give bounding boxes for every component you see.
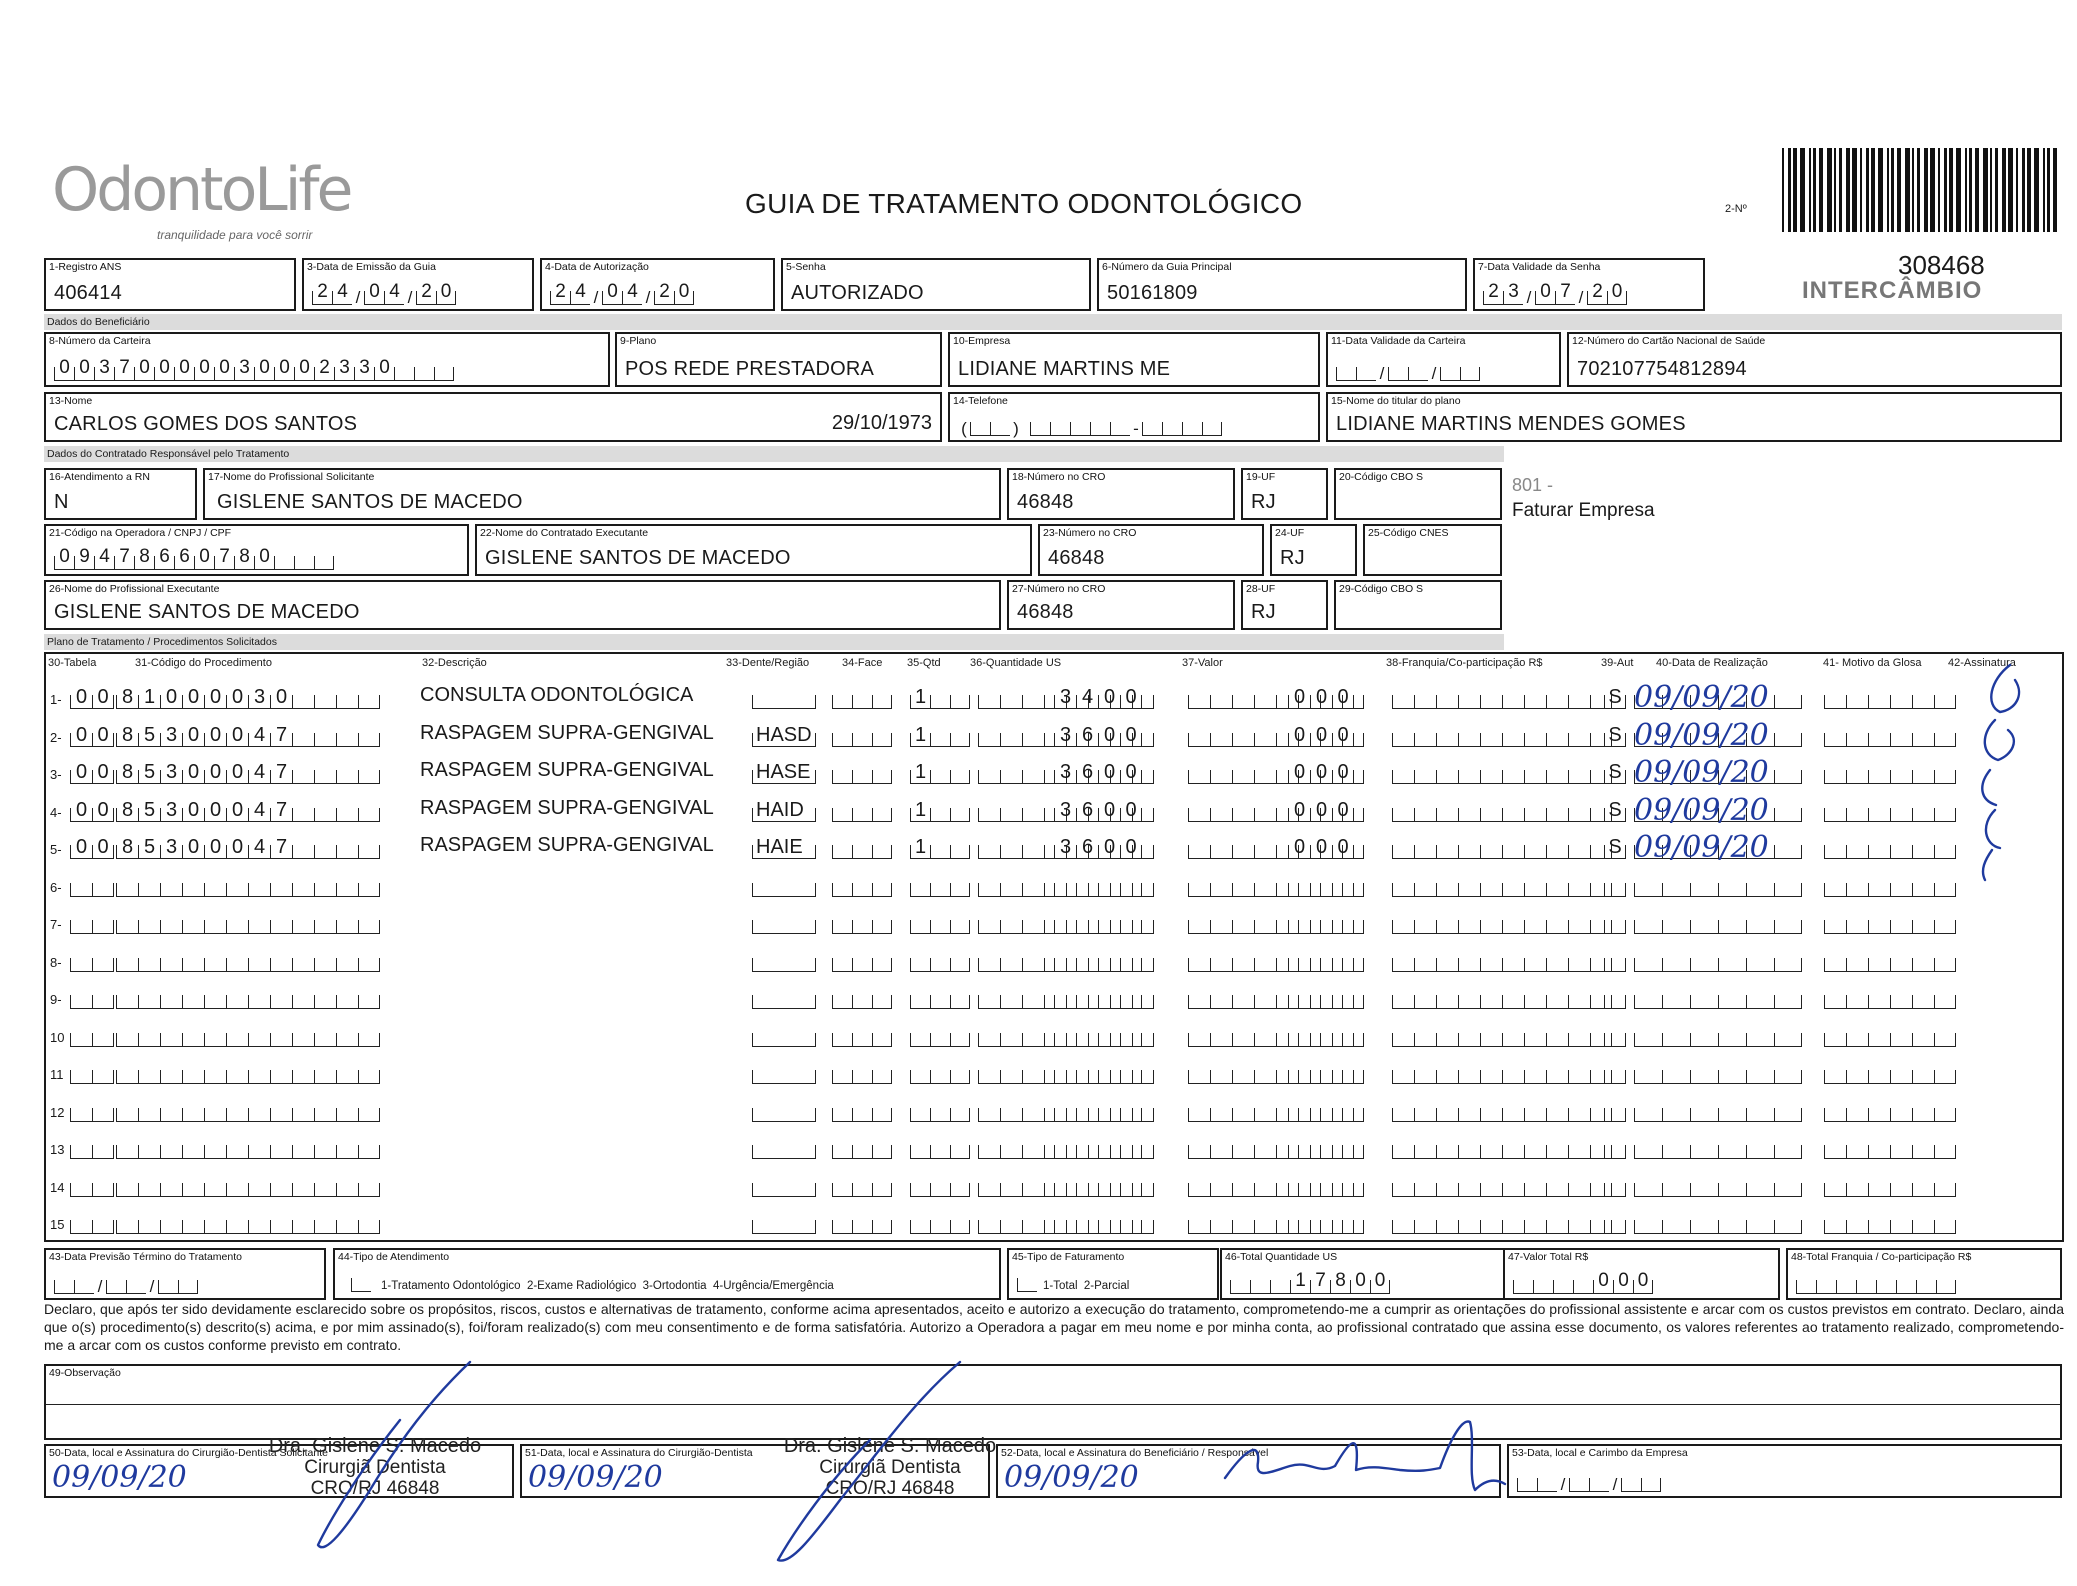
digit-cell: 7 [1310, 1280, 1330, 1294]
cell-codigo: 8 5 3 0 0 0 4 7 [116, 845, 380, 859]
side-note-code: 801 - [1512, 475, 1554, 495]
row-number: 15 [50, 1217, 65, 1232]
value-uf-executante: RJ [1251, 601, 1276, 623]
digit-cell: 0 [54, 556, 74, 570]
value-uf-contratado: RJ [1280, 547, 1305, 569]
cell-qtd: 1 [910, 733, 970, 747]
digit-cell: 7 [214, 556, 234, 570]
label-total-us: 46-Total Quantidade US [1225, 1251, 1338, 1263]
digit-cell: 8 [1330, 1280, 1350, 1294]
label-tipo-atendimento: 44-Tipo de Atendimento [338, 1251, 450, 1263]
digit-cell: 0 [194, 556, 214, 570]
value-plano: POS REDE PRESTADORA [625, 358, 875, 380]
phone-telefone: ( ) - [958, 414, 1222, 436]
guide-number: 308468 [1898, 250, 1985, 280]
row-number: 8- [50, 954, 62, 970]
cell-valor: 0 0 0 [1288, 808, 1354, 822]
value-uf-solicitante: RJ [1251, 491, 1276, 513]
digit-cell: 0 [1633, 1280, 1653, 1294]
value-cro-executante: 46848 [1017, 601, 1074, 623]
digit-cell: 3 [334, 367, 354, 381]
date-carimbo-empresa: / / [1517, 1470, 1661, 1492]
digit-cell: 3 [234, 367, 254, 381]
cell-descricao: RASPAGEM SUPRA-GENGIVAL [420, 834, 714, 856]
signature-cirurgiao [778, 1362, 960, 1561]
label-validade-senha: 7-Data Validade da Senha [1478, 261, 1601, 273]
label-numero-carteira: 8-Número da Carteira [49, 335, 151, 347]
date-data-emissao: 2 4 / 0 4 / 2 0 [312, 283, 456, 305]
digit-cell: 0 [54, 367, 74, 381]
label-previsao-termino: 43-Data Previsão Término do Tratamento [49, 1251, 242, 1263]
value-titular: LIDIANE MARTINS MENDES GOMES [1336, 413, 1686, 435]
label-cbo-solicitante: 20-Código CBO S [1339, 471, 1424, 483]
digit-cell: 0 [154, 367, 174, 381]
label-titular: 15-Nome do titular do plano [1331, 395, 1461, 407]
label-cbo-executante: 29-Código CBO S [1339, 583, 1424, 595]
value-senha: AUTORIZADO [791, 282, 924, 304]
digit-cell: 6 [174, 556, 194, 570]
signature-col-42 [1982, 665, 2019, 880]
handwritten-date: 09/09/20 [1634, 830, 1769, 865]
region-value: HASE [756, 761, 811, 783]
date-data-autorizacao: 2 4 / 0 4 / 2 0 [550, 283, 694, 305]
stamp-2-cro: CRO/RJ 46848 [825, 1478, 955, 1499]
cell-qtd: 1 [910, 770, 970, 784]
value-profissional-executante: GISLENE SANTOS DE MACEDO [54, 601, 360, 623]
label-validade-carteira: 11-Data Validade da Carteira [1331, 335, 1466, 347]
value-guia-principal: 50161809 [1107, 282, 1198, 304]
value-nome: CARLOS GOMES DOS SANTOS [54, 413, 358, 435]
row-number: 11 [50, 1067, 64, 1082]
cell-quantidade-us: 3 6 0 0 [1054, 770, 1142, 784]
label-nome: 13-Nome [49, 395, 93, 407]
row-number: 12 [50, 1104, 65, 1120]
cell-aut: S [1604, 733, 1626, 747]
declaration-text: Declaro, que após ter sido devidamente esclarecido sobre os propósitos, riscos, custos e alternativas de tratamento, conforme acima apresentados, aceito e autorizo a execução do tratamento, comprometendo-me a cumprir as orientações do profissional assistente e arcar com os custos previstos em contrato. Declaro, ainda que o(s) procedimento(s) descrito(s) acima, e por mim assinado(s), foi/foram realizado(s) com meu consentimento e de forma satisfatória. Autorizo a Operadora a pagar em meu nome e por minha conta, ao profissional contratado que assina esse documento, os valores referentes ao tratamento realizado, comprometendo-me a arcar com os custos conforme previsto em contrato. [44, 1301, 2064, 1353]
col-franquia: 38-Franquia/Co-participação R$ [1386, 657, 1543, 669]
cell-quantidade-us: 3 6 0 0 [1054, 845, 1142, 859]
cell-codigo: 8 1 0 0 0 0 3 0 [116, 695, 380, 709]
cell-tabela: 0 0 [70, 695, 114, 709]
digit-cell: 0 [194, 367, 214, 381]
col-dente-regiao: 33-Dente/Região [726, 657, 810, 669]
digit-cell: 0 [294, 367, 314, 381]
digit-cell: 0 [1593, 1280, 1613, 1294]
digit-cell: 0 [134, 367, 154, 381]
handwritten-date: 09/09/20 [1634, 755, 1769, 790]
cell-quantidade-us: 3 6 0 0 [1054, 808, 1142, 822]
signature-solicitante [318, 1362, 470, 1547]
side-note-text: Faturar Empresa [1512, 500, 1655, 521]
label-guia-principal: 6-Número da Guia Principal [1102, 261, 1232, 273]
value-empresa: LIDIANE MARTINS ME [958, 358, 1171, 380]
cell-codigo: 8 5 3 0 0 0 4 7 [116, 808, 380, 822]
label-assinatura-solicitante: 50-Data, local e Assinatura do Cirurgião-Dentista Solicitante [49, 1447, 328, 1459]
digit-cell: 3 [94, 367, 114, 381]
label-carimbo-empresa: 53-Data, local e Carimbo da Empresa [1512, 1447, 1688, 1459]
row-number: 5- [50, 842, 62, 857]
label-contratado-executante: 22-Nome do Contratado Executante [480, 527, 649, 539]
label-cartao-sus: 12-Número do Cartão Nacional de Saúde [1572, 335, 1766, 347]
options-tipo-atendimento: 1-Tratamento Odontológico 2-Exame Radiológico 3-Ortodontia 4-Urgência/Emergência [381, 1280, 834, 1292]
cell-qtd: 1 [910, 845, 970, 859]
value-cartao-sus: 702107754812894 [1577, 358, 1747, 380]
cell-valor: 0 0 0 [1288, 845, 1354, 859]
col-quantidade-us: 36-Quantidade US [970, 657, 1062, 669]
digit-cell: 2 [314, 367, 334, 381]
label-assinatura-beneficiario: 52-Data, local e Assinatura do Beneficiário / Responsável [1001, 1447, 1269, 1459]
handwritten-date: 09/09/20 [1634, 680, 1769, 715]
cell-tabela: 0 0 [70, 733, 114, 747]
cell-aut: S [1604, 808, 1626, 822]
logo-brand: OdontoLife [52, 155, 351, 225]
digit-cell: 7 [114, 556, 134, 570]
date-validade-carteira: / / [1336, 359, 1480, 381]
section-beneficiario: Dados do Beneficiário [44, 314, 2062, 330]
digit-cell: 3 [354, 367, 374, 381]
value-cro-contratado: 46848 [1048, 547, 1105, 569]
digit-cell: 0 [374, 367, 394, 381]
region-value: HAID [756, 798, 804, 821]
date-validade-senha: 2 3 / 0 7 / 2 0 [1483, 283, 1627, 305]
cell-aut: S [1604, 695, 1626, 709]
stamp-1-title: Cirurgiã Dentista [304, 1457, 446, 1478]
label-tipo-faturamento: 45-Tipo de Faturamento [1012, 1251, 1125, 1263]
region-value: HASD [756, 723, 812, 746]
logo-tagline: tranquilidade para você sorrir [157, 228, 313, 242]
digit-cell: 0 [174, 367, 194, 381]
region-value: HAIE [756, 836, 803, 858]
cell-aut: S [1604, 845, 1626, 859]
cell-descricao: RASPAGEM SUPRA-GENGIVAL [420, 796, 714, 819]
digit-cell: 0 [274, 367, 294, 381]
col-tabela: 30-Tabela [48, 657, 97, 669]
value-contratado-executante: GISLENE SANTOS DE MACEDO [485, 547, 791, 569]
cell-codigo: 8 5 3 0 0 0 4 7 [116, 770, 380, 784]
stamp-1-cro: CRO/RJ 46848 [310, 1478, 440, 1499]
label-cro-solicitante: 18-Número no CRO [1012, 471, 1106, 483]
label-observacao: 49-Observação [49, 1367, 121, 1379]
label-valor-total: 47-Valor Total R$ [1508, 1251, 1589, 1263]
cell-descricao: RASPAGEM SUPRA-GENGIVAL [420, 721, 714, 744]
stamp-2-title: Cirurgiã Dentista [819, 1457, 961, 1478]
digit-cell: 0 [254, 556, 274, 570]
value-data-nascimento: 29/10/1973 [831, 412, 932, 434]
label-cro-executante: 27-Número no CRO [1012, 583, 1106, 595]
value-atendimento-rn: N [54, 491, 69, 513]
digit-cell: 0 [254, 367, 274, 381]
label-senha: 5-Senha [786, 261, 826, 273]
row-number: 3- [50, 767, 62, 782]
cell-valor: 0 0 0 [1288, 770, 1354, 784]
digit-cell: 0 [74, 367, 94, 381]
cell-tabela: 0 0 [70, 845, 114, 859]
row-number: 4- [50, 804, 62, 820]
col-motivo-glosa: 41- Motivo da Glosa [1823, 657, 1922, 669]
col-valor: 37-Valor [1182, 657, 1223, 669]
digit-cell: 8 [134, 556, 154, 570]
intercambio-stamp: INTERCÂMBIO [1802, 277, 1983, 304]
cell-codigo: 8 5 3 0 0 0 4 7 [116, 733, 380, 747]
row-number: 2- [50, 729, 62, 745]
section-plano-tratamento: Plano de Tratamento / Procedimentos Solicitados [44, 634, 1504, 650]
digit-cell: 0 [1350, 1280, 1370, 1294]
row-number: 1- [50, 692, 62, 707]
label-empresa: 10-Empresa [953, 335, 1011, 347]
guide-number-label: 2-Nº [1725, 203, 1747, 215]
row-number: 13 [50, 1142, 65, 1157]
value-profissional-solicitante: GISLENE SANTOS DE MACEDO [217, 491, 523, 513]
label-profissional-executante: 26-Nome do Profissional Executante [49, 583, 220, 595]
cell-tabela: 0 0 [70, 770, 114, 784]
signature-beneficiario [1225, 1422, 1505, 1490]
stamp-2-name: Dra. Gislene S. Macedo [783, 1435, 997, 1457]
label-registro-ans: 1-Registro ANS [49, 261, 122, 273]
handwritten-date-50: 09/09/20 [52, 1460, 187, 1495]
digit-cell: 0 [1370, 1280, 1390, 1294]
row-number: 6- [50, 879, 62, 895]
digit-cell: 4 [94, 556, 114, 570]
digit-cell: 7 [114, 367, 134, 381]
cell-descricao: RASPAGEM SUPRA-GENGIVAL [420, 759, 714, 781]
col-aut: 39-Aut [1601, 657, 1634, 669]
label-data-emissao: 3-Data de Emissão da Guia [307, 261, 436, 273]
cell-qtd: 1 [910, 695, 970, 709]
digit-cell: 8 [234, 556, 254, 570]
cell-valor: 0 0 0 [1288, 733, 1354, 747]
handwritten-date-52: 09/09/20 [1004, 1460, 1139, 1495]
label-uf-solicitante: 19-UF [1246, 471, 1276, 483]
cell-qtd: 1 [910, 808, 970, 822]
section-contratado: Dados do Contratado Responsável pelo Tratamento [44, 446, 1504, 462]
cell-tabela: 0 0 [70, 808, 114, 822]
value-cro-solicitante: 46848 [1017, 491, 1074, 513]
col-face: 34-Face [842, 657, 883, 669]
label-assinatura-cirurgiao: 51-Data, local e Assinatura do Cirurgião-Dentista [525, 1447, 753, 1459]
digit-cell: 6 [154, 556, 174, 570]
value-registro-ans: 406414 [54, 282, 122, 304]
cell-quantidade-us: 3 6 0 0 [1054, 733, 1142, 747]
label-telefone: 14-Telefone [953, 395, 1008, 407]
row-number: 10 [50, 1029, 65, 1045]
cell-descricao: CONSULTA ODONTOLÓGICA [420, 684, 694, 706]
col-data-realizacao: 40-Data de Realização [1656, 657, 1768, 669]
label-profissional-solicitante: 17-Nome do Profissional Solicitante [208, 471, 375, 483]
label-data-autorizacao: 4-Data de Autorização [545, 261, 649, 273]
row-number: 14 [50, 1179, 65, 1195]
row-number: 9- [50, 992, 62, 1007]
handwritten-date: 09/09/20 [1634, 792, 1769, 828]
page-title: GUIA DE TRATAMENTO ODONTOLÓGICO [745, 188, 1303, 219]
cell-quantidade-us: 3 4 0 0 [1054, 695, 1142, 709]
label-atendimento-rn: 16-Atendimento a RN [49, 471, 150, 483]
digit-cell: 0 [214, 367, 234, 381]
stamp-1-name: Dra. Gislene S. Macedo [268, 1435, 482, 1457]
handwritten-date-51: 09/09/20 [528, 1460, 663, 1495]
label-uf-executante: 28-UF [1246, 583, 1276, 595]
col-assinatura: 42-Assinatura [1948, 657, 2016, 669]
label-codigo-operadora: 21-Código na Operadora / CNPJ / CPF [49, 527, 232, 539]
label-cnes: 25-Código CNES [1368, 527, 1449, 539]
label-uf-contratado: 24-UF [1275, 527, 1305, 539]
col-descricao: 32-Descrição [422, 657, 487, 669]
cell-valor: 0 0 0 [1288, 695, 1354, 709]
cell-aut: S [1604, 770, 1626, 784]
col-codigo: 31-Código do Procedimento [135, 657, 272, 669]
handwritten-date: 09/09/20 [1634, 717, 1769, 753]
col-qtd: 35-Qtd [907, 657, 941, 669]
date-previsao-termino: / / [54, 1272, 198, 1294]
digit-cell: 1 [1290, 1280, 1310, 1294]
label-cro-contratado: 23-Número no CRO [1043, 527, 1137, 539]
digit-cell: 9 [74, 556, 94, 570]
row-number: 7- [50, 917, 62, 932]
options-tipo-faturamento: 1-Total 2-Parcial [1043, 1280, 1130, 1292]
label-plano: 9-Plano [620, 335, 657, 347]
label-total-franquia: 48-Total Franquia / Co-participação R$ [1791, 1251, 1972, 1263]
digit-cell: 0 [1613, 1280, 1633, 1294]
